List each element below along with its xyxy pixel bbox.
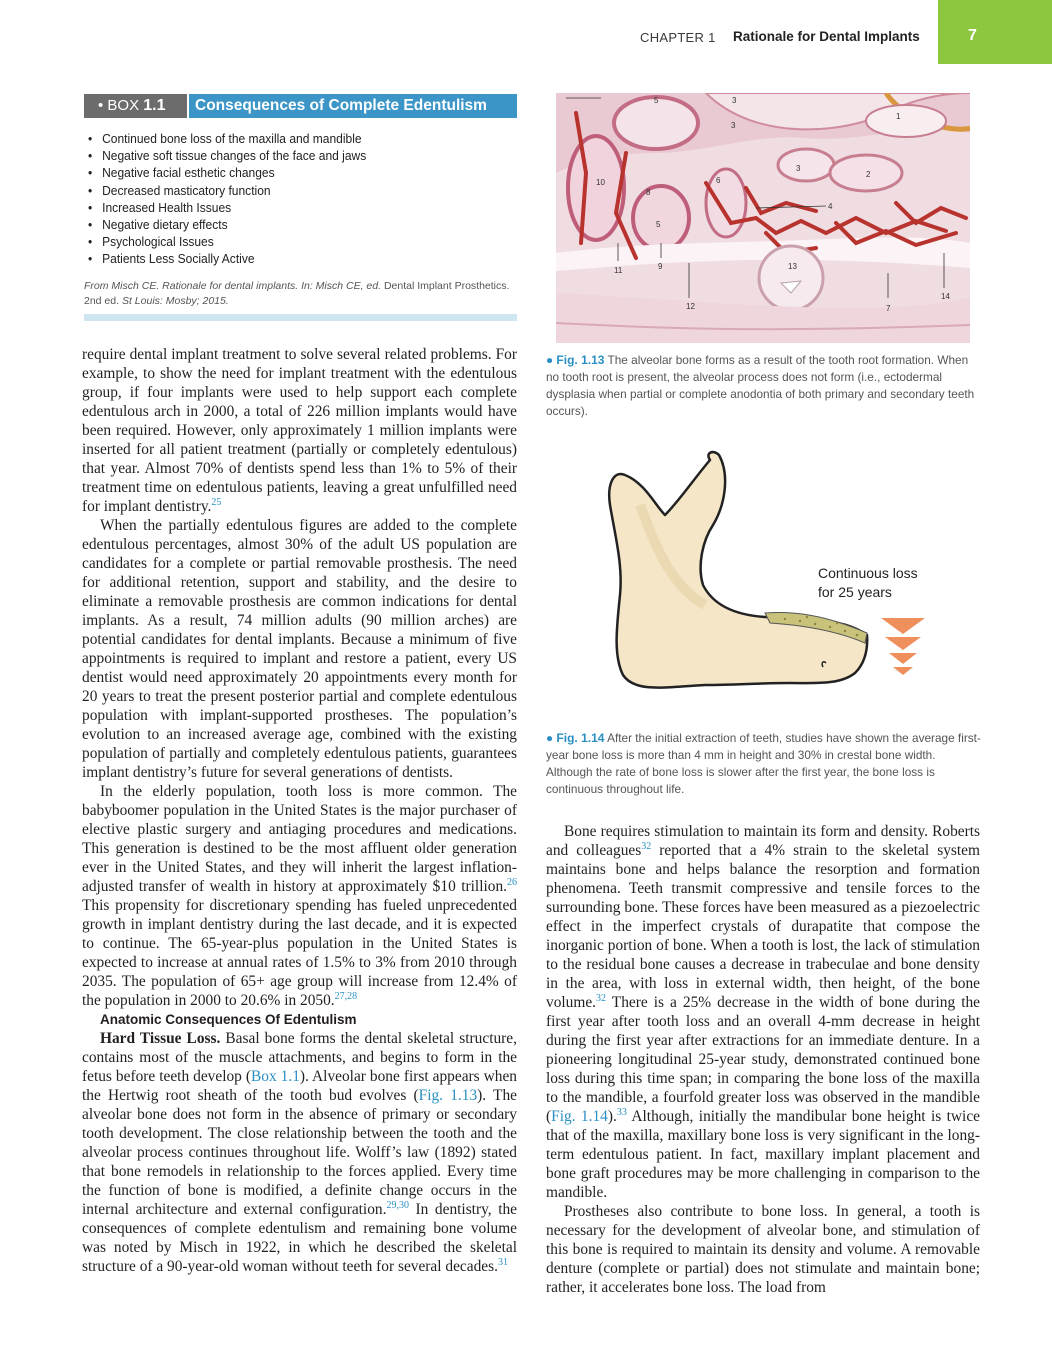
- fig-marker: 11: [614, 266, 623, 275]
- paragraph: Prostheses also contribute to bone loss. In general, a tooth is necessary for the development of alveolar bone, and stimulation of this bone is required to maintain its density and volume. A removable denture (complete or partial) does not stimulate and maintain bone; rather, it accelerates bone loss. The load from: [546, 1203, 980, 1296]
- figure-1-13-histology-image: [556, 93, 970, 343]
- box-bullet-list: [88, 130, 384, 268]
- fig-marker: 6: [716, 176, 721, 185]
- running-header-title: Rationale for Dental Implants: [733, 29, 920, 44]
- fig-marker: 14: [941, 292, 950, 301]
- fig-marker: 10: [596, 178, 605, 187]
- citation[interactable]: 26: [507, 876, 517, 888]
- box-list-item: • Patients Less Socially Active: [88, 250, 366, 267]
- section-subheading: Anatomic Consequences Of Edentulism: [100, 1012, 357, 1027]
- box-list-item: • Psychological Issues: [88, 233, 366, 250]
- citation[interactable]: 29,30: [386, 1199, 409, 1211]
- box-tag: BOX: [107, 97, 140, 114]
- paragraph: In the elderly population, tooth loss is more common. The babyboomer population in the United States is the major purchaser of elective plastic surgery and antiaging procedures and medications. This generation is destined to be the most affluent older generation ever in the United States, and they will inherit the largest inflation-adjusted transfer of wealth in history at approximately $10 trillion.$^{26}$ This propensity for discretionary spending has fueled unprecedented growth in implant dentistry during the last decade, and it is expected to continue. The 65-year-plus population in the United States is expected to increase at annual rates of 1.5% to 3% from 2010 through 2035. The population of 65+ age group will increase from 12.4% of the population in 2000 to 20.6% in 2050.$^{27,28}$: [82, 783, 517, 1009]
- paragraph: When the partially edentulous figures are added to the complete edentulous percentages, almost 30% of the adult US population are candidates for a complete or partial removable prosthesis. The need for additional retention, support and stability, and the desire to eliminate a removable prosthesis are common indications for dental implants. As a result, 74 million adults (90 million arches) are potential candidates for dental implants. Because a minimum of five appointments is required to implant and restore a patient, every US dentist would need approximately 20 appointments every month for 20 years to treat the present posterior partial and complete edentulous population with implant-supported prostheses. The population’s evolution to an increased average age, combined with the existing population of partially and completely edentulous patients, guarantees implant dentistry’s future for several generations of dentists.: [82, 517, 517, 781]
- fig-marker: 3: [796, 164, 801, 173]
- fig-marker: 8: [646, 188, 651, 197]
- fig-marker: 3: [732, 96, 737, 105]
- box-source-note: [84, 279, 514, 309]
- citation[interactable]: 25: [211, 496, 222, 508]
- figure-label: Fig. 1.13: [556, 353, 605, 367]
- box-reference-link[interactable]: Box 1.1: [251, 1068, 300, 1085]
- box-list-item: • Increased Health Issues: [88, 199, 366, 216]
- figure-1-13-caption: ● Fig. 1.13 The alveolar bone forms as a result of the tooth root formation. When no tooth root is present, the alveolar process does not form (i.e., ectodermal dysplasia when partial or complete anodontia of both primary and secondary teeth occurs).: [546, 353, 975, 418]
- paragraph: Bone requires stimulation to maintain its form and density. Roberts and colleagues$^{32}$ reported that a 4% strain to the skeletal system maintains bone and helps balance the resorption and formation phenomena. Teeth transmit compressive and tensile forces to the surrounding bone. These forces have been measured as a piezoelectric effect in the imperfect crystals of durapatite that compose the inorganic portion of bone. When a tooth is lost, the lack of stimulation to the residual bone causes a decrease in trabeculae and bone density in the area, with loss in external width, then height, of the bone volume.$^{32}$ There is a 25% decrease in the width of bone during the first year after tooth loss and an overall 4-mm decrease in height during the first year after extractions for an immediate denture. In a pioneering longitudinal 25-year study, demonstrated continued bone loss during this time span; in comparing the bone loss of the maxilla to the mandible, a fourfold greater loss was observed in the mandible (Fig. 1.14).$^{33}$ Although, initially the mandibular bone height is twice that of the maxilla, maxillary bone loss is very significant in the long-term edentulous patient. In fact, maxillary implant placement and bone graft procedures may be more challenging in comparison to the mandible.: [546, 823, 980, 1201]
- running-header-chapter: CHAPTER 1: [640, 30, 716, 45]
- figure-reference-link[interactable]: Fig. 1.14: [551, 1108, 608, 1125]
- citation[interactable]: 32: [596, 992, 607, 1004]
- figure-reference-link[interactable]: Fig. 1.13: [418, 1087, 478, 1104]
- fig-marker: 7: [886, 304, 891, 313]
- citation[interactable]: 31: [497, 1256, 508, 1268]
- box-source-suffix: St Louis: Mosby; 2015.: [121, 295, 229, 307]
- box-list-item: • Negative soft tissue changes of the face and jaws: [88, 147, 366, 164]
- page-number: 7: [968, 27, 977, 44]
- fig-marker: 2: [866, 170, 871, 179]
- run-in-heading: Hard Tissue Loss.: [100, 1030, 221, 1047]
- fig-marker: 5: [654, 96, 659, 105]
- box-source-prefix: From Misch CE. Rationale for dental implants. In: Misch CE, ed.: [84, 280, 382, 292]
- fig-marker: 3: [731, 121, 736, 130]
- box-list-item: • Continued bone loss of the maxilla and mandible: [88, 130, 366, 147]
- fig-marker: 1: [896, 112, 901, 121]
- box-list-item: • Negative facial esthetic changes: [88, 164, 366, 181]
- fig-marker: 5: [656, 220, 661, 229]
- citation[interactable]: 32: [641, 840, 652, 852]
- fig-marker: 4: [828, 202, 833, 211]
- page-number-tab: [938, 0, 1052, 64]
- figure-label: Fig. 1.14: [556, 731, 605, 745]
- right-text-column: [546, 822, 980, 1297]
- left-text-column: [82, 345, 517, 1276]
- paragraph: require dental implant treatment to solve several related problems. For example, to show the need for implant treatment with the edentulous group, if four implants were used to help support each complete edentulous arch in 2000, a total of 226 million implants would have been required. However, only approximately 1 million implants were inserted for all patient treatment (partially or completely edentulous) that year. Almost 70% of dentists spend less than 1% to 5% of their treatment time on edentulous patients, leaving a great unfulfilled need for implant dentistry.$^{25}$: [82, 346, 517, 515]
- box-list-item: • Negative dietary effects: [88, 216, 366, 233]
- fig-marker: 13: [788, 262, 797, 271]
- citation[interactable]: 33: [616, 1106, 627, 1118]
- box-list-item: • Decreased masticatory function: [88, 182, 366, 199]
- paragraph: Hard Tissue Loss. Basal bone forms the dental skeletal structure, contains most of the muscle attachments, and begins to form in the fetus before teeth develop (Box 1.1). Alveolar bone first appears when the Hertwig root sheath of the tooth bud evolves (Fig. 1.13). The alveolar bone does not form in the absence of primary or secondary tooth development. The close relationship between the tooth and the alveolar process continues throughout life. Wolff’s law (1892) stated that bone remodels in relationship to the forces applied. Every time the function of bone is modified, a definite change occurs in the internal architecture and external configuration.$^{29,30}$ In dentistry, the consequences of complete edentulism and remaining bone volume was noted by Misch in 1922, in which he described the skeletal structure of a 90-year-old woman without teeth for several decades.$^{31}$: [82, 1030, 517, 1275]
- citation[interactable]: 27,28: [334, 990, 358, 1002]
- fig-marker: 12: [686, 302, 695, 311]
- box-source-book: Dental Implant Prosthetics. 2nd ed.: [84, 280, 510, 307]
- fig-marker: 9: [658, 262, 663, 271]
- box-bottom-rule: [84, 314, 517, 321]
- box-title: Consequences of Complete Edentulism: [189, 94, 517, 118]
- box-number: 1.1: [143, 97, 166, 114]
- box-label: • BOX 1.1: [84, 94, 187, 118]
- figure-1-14-caption: ● Fig. 1.14 After the initial extraction of teeth, studies have shown the average first-year bone loss is more than 4 mm in height and 30% in crestal bone width. Although the rate of bone loss is slower after the first year, the bone loss is continuous throughout life.: [546, 731, 981, 796]
- figure-1-14-annotation: Continuous loss for 25 years: [818, 565, 918, 600]
